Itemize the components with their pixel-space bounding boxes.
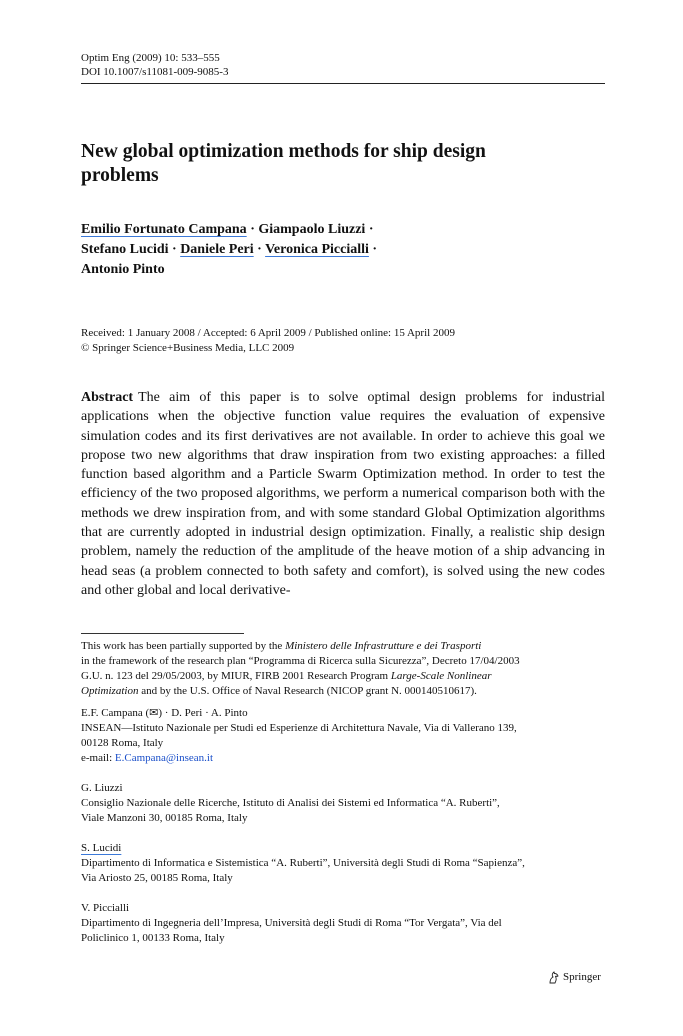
author-separator: ·: [253, 242, 266, 257]
footnote-text: and by the U.S. Office of Naval Research (NICOP grant N. 000140510617).: [138, 685, 477, 697]
email-label: e-mail:: [81, 752, 115, 764]
affiliation-institution: Consiglio Nazionale delle Ricerche, Istituto di Analisi dei Sistemi ed Informatica “A. Ruberti”,: [81, 797, 500, 809]
affiliation-city: 00128 Roma, Italy: [81, 737, 164, 749]
affiliation-address: Viale Manzoni 30, 00185 Roma, Italy: [81, 812, 248, 824]
author-lucidi: Stefano Lucidi: [81, 242, 169, 257]
footnote-text: This work has been partially supported by the: [81, 640, 286, 652]
springer-horse-icon: [547, 971, 560, 984]
affiliation-dis: [81, 841, 605, 886]
author-piccialli[interactable]: Veronica Piccialli: [265, 242, 369, 257]
footnote-italic: Large-Scale Nonlinear: [390, 670, 492, 682]
affiliation-institution: INSEAN—Istituto Nazionale per Studi ed Esperienze di Architettura Navale, Via di Vallerano 139,: [81, 722, 517, 734]
abstract-heading: Abstract: [81, 390, 134, 405]
header-rule: [81, 83, 605, 84]
authors-line-1: [81, 220, 605, 240]
affiliation-address: Via Ariosto 25, 00185 Roma, Italy: [81, 872, 233, 884]
author-separator: ·: [368, 242, 378, 257]
abstract: [81, 388, 605, 600]
author-separator: ·: [365, 222, 374, 237]
affiliation-names: G. Liuzzi: [81, 782, 123, 794]
footnote-text: G.U. n. 123 del 29/05/2003, by MIUR, FIRB 2001 Research Program: [81, 670, 391, 682]
author-peri[interactable]: Daniele Peri: [180, 242, 254, 257]
affiliation-die: [81, 901, 605, 946]
author-pinto: Antonio Pinto: [81, 262, 165, 277]
affiliation-insean: [81, 706, 605, 766]
footnote-italic: Ministero delle Infrastrutture e dei Trasporti: [285, 640, 482, 652]
springer-logo: [547, 970, 601, 984]
footnote-line-4: [81, 684, 605, 699]
affiliation-institution: Dipartimento di Ingegneria dell’Impresa, Università degli Studi di Roma “Tor Vergata”, Via del: [81, 917, 502, 929]
affiliation-names: [81, 841, 605, 856]
author-lucidi-link[interactable]: S. Lucidi: [81, 842, 122, 854]
author-liuzzi: Giampaolo Liuzzi: [258, 222, 366, 237]
footnote-rule: [81, 633, 244, 634]
title-line-1: New global optimization methods for ship design: [81, 141, 486, 162]
author-campana[interactable]: Emilio Fortunato Campana: [81, 222, 247, 237]
funding-footnote: [81, 639, 605, 699]
publisher-name: Springer: [563, 971, 601, 983]
authors-line-2: [81, 240, 605, 260]
affiliation-address: Policlinico 1, 00133 Roma, Italy: [81, 932, 225, 944]
author-list: [81, 220, 605, 280]
copyright-line: © Springer Science+Business Media, LLC 2009: [81, 342, 295, 354]
title-line-2: problems: [81, 165, 159, 186]
footnote-line-3: [81, 669, 605, 684]
paper-title: [81, 140, 605, 188]
author-separator: ·: [246, 222, 259, 237]
email-link[interactable]: E.Campana@insean.it: [114, 752, 214, 764]
abstract-text: The aim of this paper is to solve optimal design problems for industrial applications when the objective function value requires the evaluation of expensive simulation codes and its first derivatives are not available. In order to achieve this goal we propose two new algorithms that draw inspiration from two existing approaches: a filled function based algorithm and a Particle Swarm Optimization method. In order to test the efficiency of the two proposed algorithms, we perform a numerical comparison both with the methods we drew inspiration from, and with some standard Global Optimization algorithms that are currently adopted in industrial design optimization. Finally, a realistic ship design problem, namely the reduction of the amplitude of the heave motion of a ship advancing in head seas (a problem connected to both safety and comfort), is solved using the new codes and other global and local derivative-: [81, 390, 605, 598]
footnote-line-2: in the framework of the research plan “Programma di Ricerca sulla Sicurezza”, Decreto 17/04/2003: [81, 655, 520, 667]
footnote-italic: Optimization: [81, 685, 139, 697]
affiliation-names: V. Piccialli: [81, 902, 130, 914]
publication-dates: [81, 326, 605, 356]
affiliation-institution: Dipartimento di Informatica e Sistemistica “A. Ruberti”, Università degli Studi di Roma “Sapienza”,: [81, 857, 525, 869]
author-separator: ·: [168, 242, 181, 257]
footnote-line-1: [81, 639, 605, 654]
affiliation-names: E.F. Campana (✉) · D. Peri · A. Pinto: [81, 707, 248, 719]
doi: DOI 10.1007/s11081-009-9085-3: [81, 66, 229, 78]
affiliation-email: [81, 751, 605, 766]
affiliation-cnr: [81, 781, 605, 826]
authors-line-3: [81, 260, 605, 280]
dates-line: Received: 1 January 2008 / Accepted: 6 April 2009 / Published online: 15 April 2009: [81, 327, 455, 339]
journal-citation: Optim Eng (2009) 10: 533–555: [81, 52, 220, 64]
